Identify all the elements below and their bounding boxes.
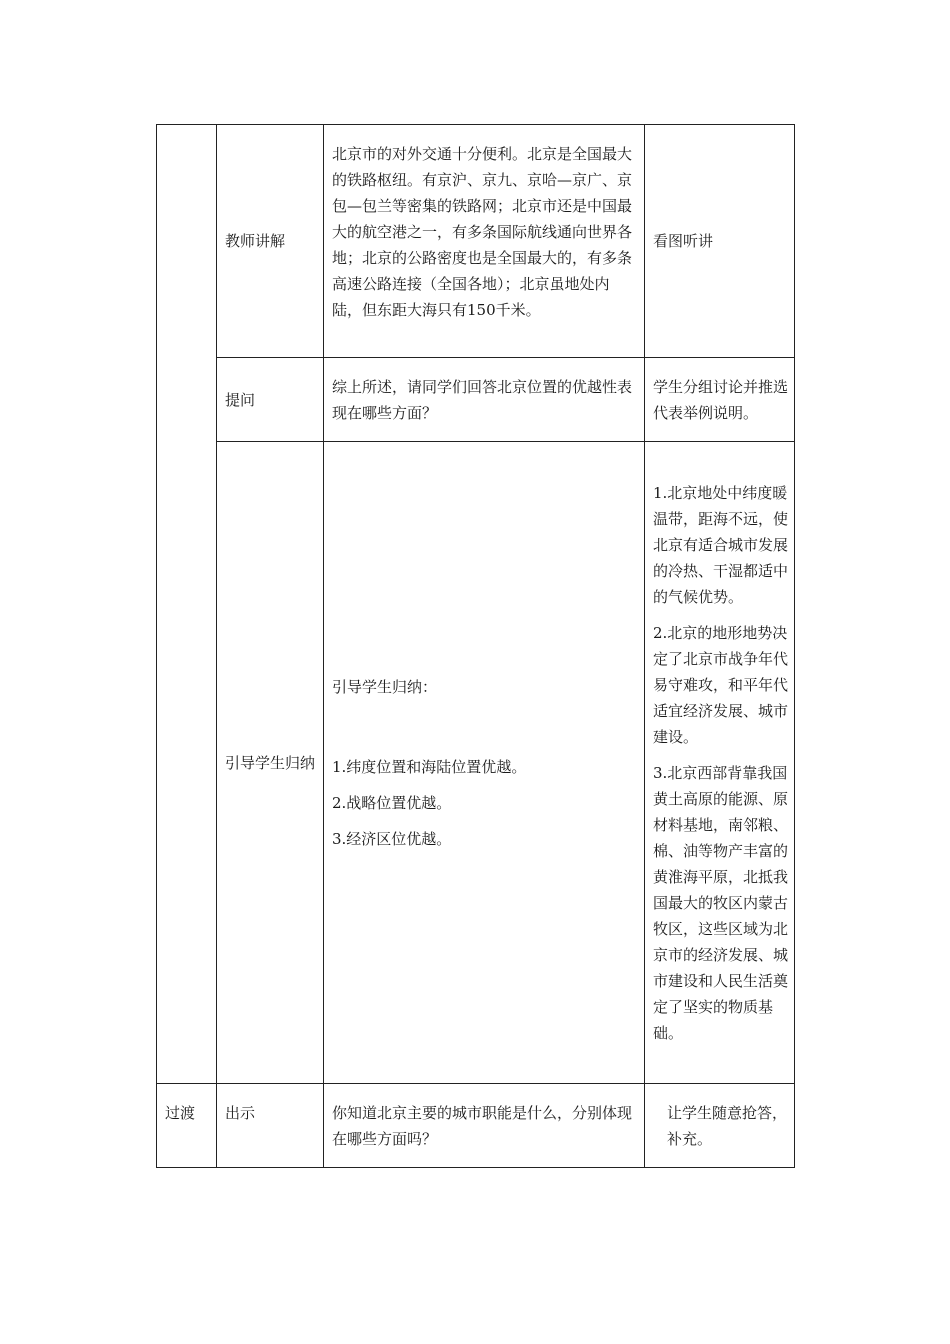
student-cell: 学生分组讨论并推选代表举例说明。 [645,358,795,442]
content-list-item: 2.战略位置优越。 [332,793,452,812]
content-cell [324,442,645,1084]
content-list-item: 3.经济区位优越。 [332,829,452,848]
table-row [157,1084,795,1168]
content-cell: 你知道北京主要的城市职能是什么，分别体现在哪些方面吗？ [324,1084,645,1168]
student-cell: 让学生随意抢答，补充。 [645,1084,795,1168]
student-cell [645,442,795,1084]
activity-cell: 引导学生归纳 [217,442,324,1084]
student-list-item: 1.北京地处中纬度暖温带，距海不远，使北京有适合城市发展的冷热、干湿都适中的气候优势。 [653,483,789,606]
content-cell: 北京市的对外交通十分便利。北京是全国最大的铁路枢纽。有京沪、京九、京哈—京广、京包—包兰等密集的铁路网；北京市还是中国最大的航空港之一，有多条国际航线通向世界各地；北京的公路密度也是全国最大的，有多条高速公路连接（全国各地）；北京虽地处内陆，但东距大海只有150千米。 [324,125,645,358]
stage-cell: 过渡 [157,1084,217,1168]
activity-cell: 教师讲解 [217,125,324,358]
content-cell: 综上所述，请同学们回答北京位置的优越性表现在哪些方面？ [324,358,645,442]
activity-cell: 提问 [217,358,324,442]
table-row [157,442,795,1084]
content-intro: 引导学生归纳： [332,677,438,696]
stage-cell [157,125,217,1084]
content-list-item: 1.纬度位置和海陆位置优越。 [332,757,527,776]
table-row [157,125,795,358]
student-list-item: 3.北京西部背靠我国黄土高原的能源、原材料基地，南邻粮、棉、油等物产丰富的黄淮海平原，北抵我国最大的牧区内蒙古牧区，这些区域为北京市的经济发展、城市建设和人民生活奠定了坚实的物质基础。 [653,763,789,1042]
student-list-item: 2.北京的地形地势决定了北京市战争年代易守难攻，和平年代适宜经济发展、城市建设。 [653,623,789,746]
table-row [157,358,795,442]
activity-cell: 出示 [217,1084,324,1168]
student-cell: 看图听讲 [645,125,795,358]
lesson-plan-table [156,124,795,1168]
